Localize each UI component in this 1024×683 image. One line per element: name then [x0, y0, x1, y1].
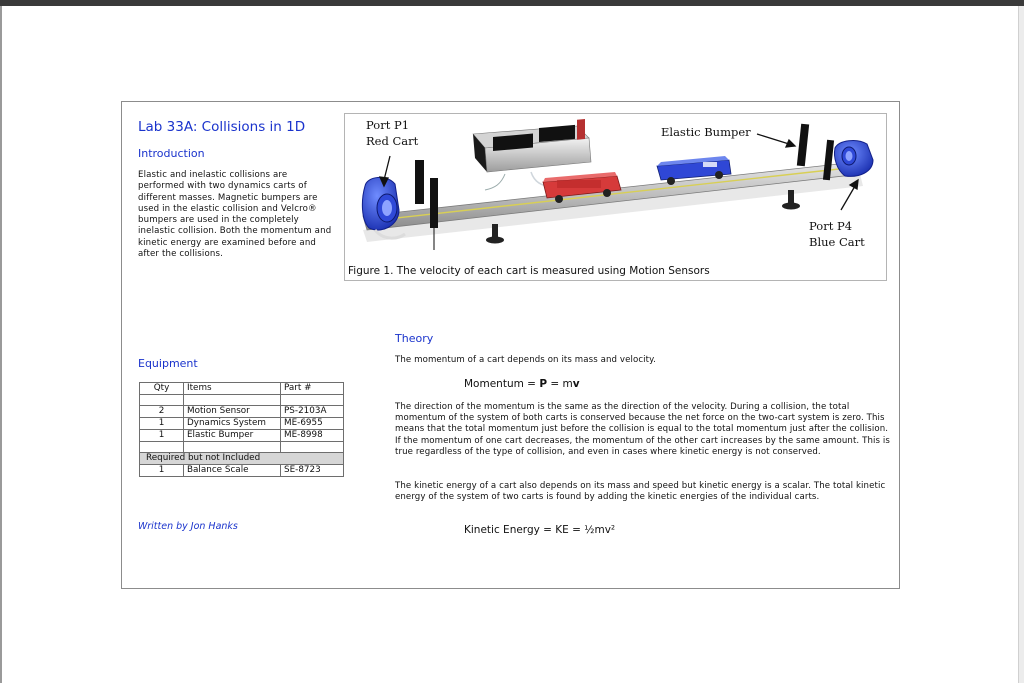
momentum-prefix: Momentum = [464, 378, 540, 390]
part-cell [281, 442, 344, 453]
momentum-equation [464, 378, 580, 390]
label-blue-cart: Blue Cart [809, 235, 865, 249]
item-cell: Balance Scale [184, 465, 281, 477]
document-page [121, 101, 900, 589]
part-cell: ME-6955 [281, 418, 344, 430]
table-row [140, 418, 344, 430]
theory-heading: Theory [395, 332, 434, 345]
qty-cell [140, 442, 184, 453]
author-credit: Written by Jon Hanks [138, 521, 238, 532]
velocity-symbol: v [572, 378, 580, 390]
part-cell [281, 395, 344, 406]
item-cell: Motion Sensor [184, 406, 281, 418]
label-red-cart: Red Cart [366, 134, 419, 148]
equipment-table [139, 382, 344, 477]
momentum-mid: = m [547, 378, 573, 390]
theory-paragraph-2: The direction of the momentum is the same as the direction of the velocity. During a collision, the total momentum of the system of both carts is conserved because the net force on the two-cart system is zero. This means that the total momentum just before the collision is equal to the total momentum just after the collision. If the momentum of one cart decreases, the momentum of the other cart increases by the same amount. This is true regardless of the type of collision, and even in cases where kinetic energy is not conserved. [395, 402, 890, 457]
figure-1 [344, 113, 887, 281]
qty-cell: 2 [140, 406, 184, 418]
page-title: Lab 33A: Collisions in 1D [138, 119, 306, 135]
viewer-top-bar [0, 0, 1024, 6]
left-end-stop [415, 160, 438, 250]
column-header-part: Part # [281, 383, 344, 395]
label-elastic-bumper: Elastic Bumper [661, 125, 751, 139]
table-row [140, 465, 344, 477]
introduction-heading: Introduction [138, 147, 205, 160]
equipment-heading: Equipment [138, 357, 198, 370]
item-cell: Dynamics System [184, 418, 281, 430]
table-row [140, 395, 344, 406]
part-cell: ME-8998 [281, 430, 344, 442]
label-port-p1: Port P1 [366, 118, 410, 132]
theory-paragraph-3: The kinetic energy of a cart also depends on its mass and speed but kinetic energy is a scalar. The total kinetic energy of the system of two carts is found by adding the kinetic energies of the individual carts. [395, 481, 886, 503]
theory-paragraph-1: The momentum of a cart depends on its mass and velocity. [395, 355, 656, 365]
table-row [140, 430, 344, 442]
momentum-symbol: P [539, 378, 548, 390]
part-cell: PS-2103A [281, 406, 344, 418]
qty-cell: 1 [140, 430, 184, 442]
qty-cell: 1 [140, 465, 184, 477]
viewer-scrollbar[interactable] [1018, 6, 1024, 683]
table-row [140, 442, 344, 453]
label-port-p4: Port P4 [809, 219, 853, 233]
introduction-text: Elastic and inelastic collisions are performed with two dynamics carts of different masses. Magnetic bumpers are used in the elastic collision and Velcro® bumpers are used in the completely inelastic collision. Both the momentum and kinetic energy are examined before and after the collisions. [138, 170, 332, 260]
column-header-items: Items [184, 383, 281, 395]
table-row [140, 406, 344, 418]
figure-caption: Figure 1. The velocity of each cart is measured using Motion Sensors [348, 265, 710, 277]
item-cell: Elastic Bumper [184, 430, 281, 442]
table-subheader-row [140, 453, 344, 465]
part-cell: SE-8723 [281, 465, 344, 477]
qty-cell [140, 395, 184, 406]
table-header-row [140, 383, 344, 395]
kinetic-energy-equation: Kinetic Energy = KE = ½mv² [464, 524, 616, 536]
required-not-included-label: Required but not Included [140, 453, 344, 465]
qty-cell: 1 [140, 418, 184, 430]
item-cell [184, 395, 281, 406]
item-cell [184, 442, 281, 453]
right-motion-sensor [834, 141, 873, 177]
column-header-qty: Qty [140, 383, 184, 395]
apparatus-photo [345, 114, 886, 280]
viewer-left-edge [0, 6, 2, 683]
